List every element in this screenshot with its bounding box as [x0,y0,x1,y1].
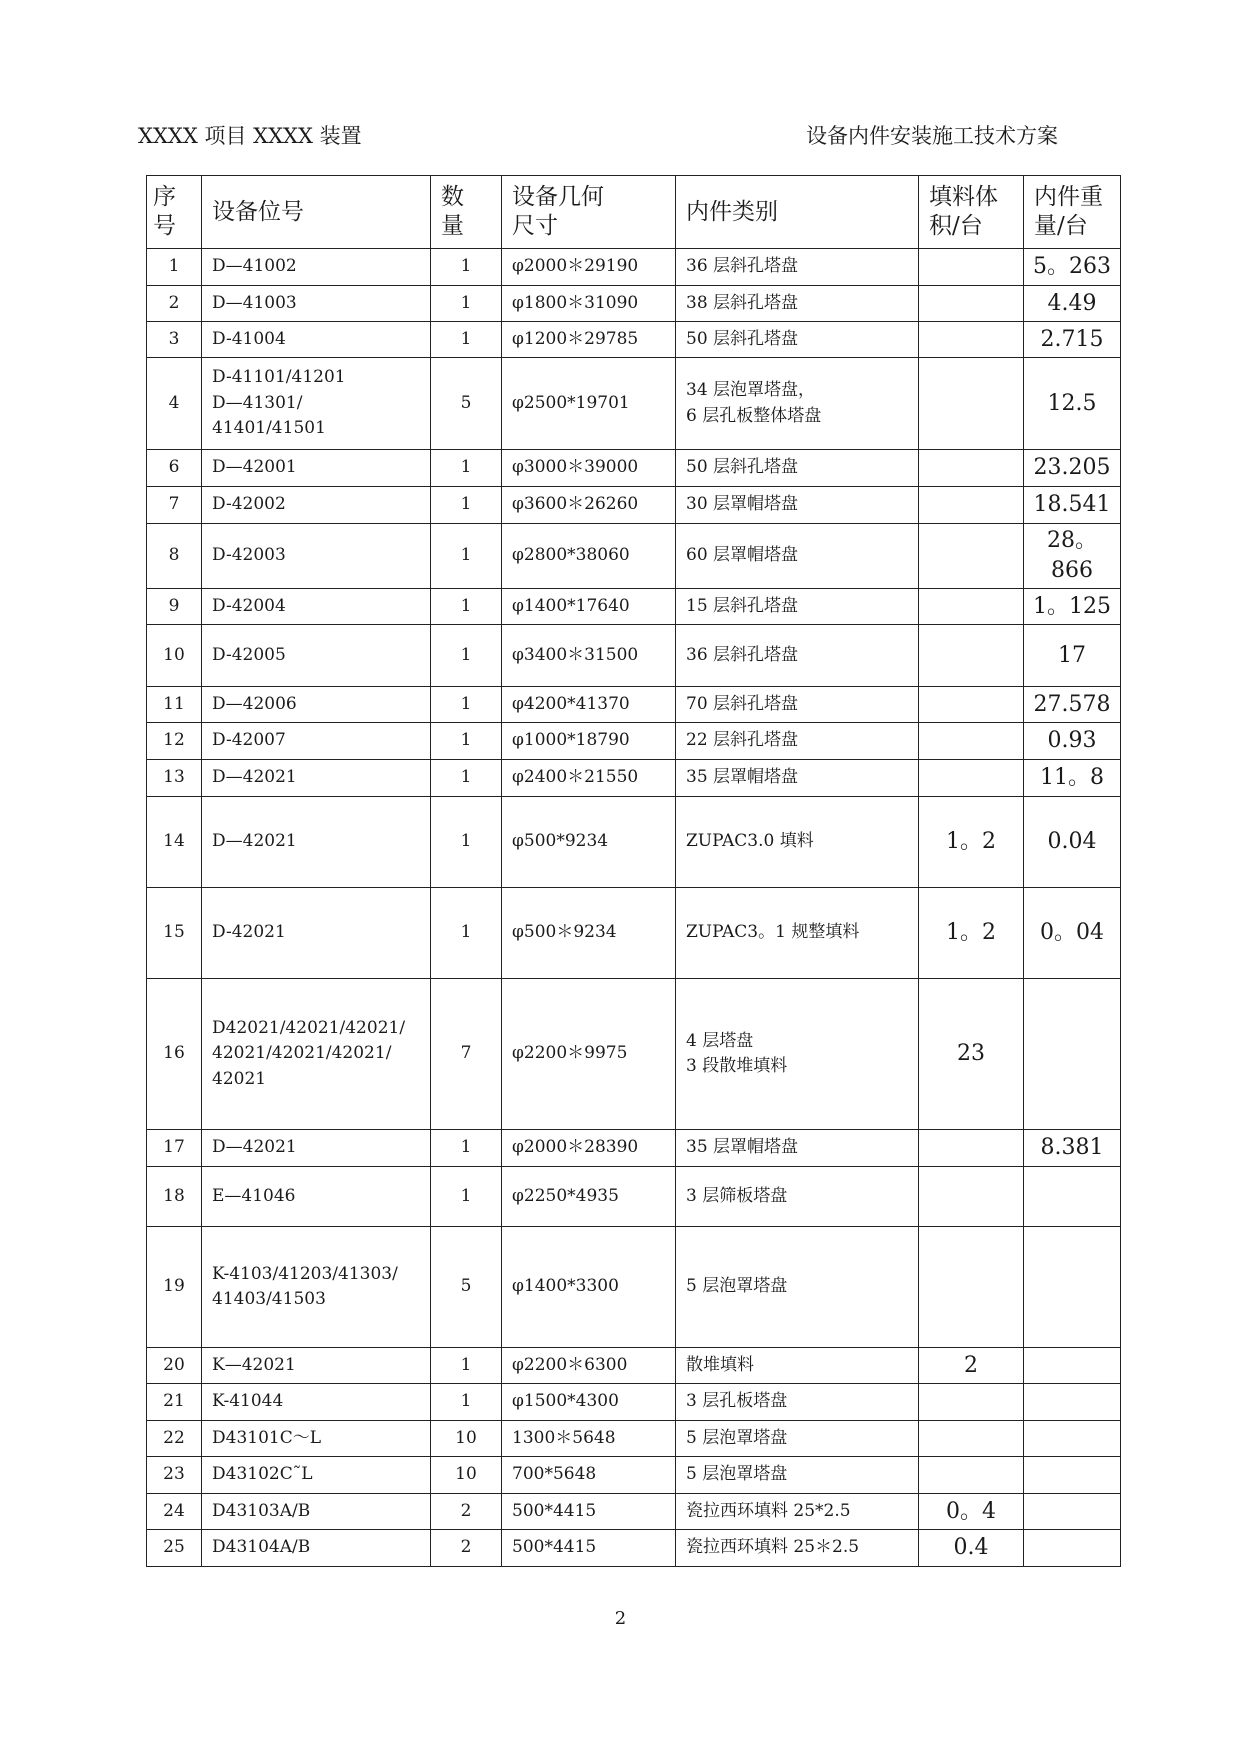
cell-fill-volume [919,1167,1024,1227]
cell-dims: φ1200＊29785 [502,322,676,358]
cell-fill-volume [919,249,1024,286]
cell-weight: 8.381 [1024,1130,1121,1167]
table-row [147,1494,1121,1530]
table-header-row [147,176,1121,249]
cell-qty: 1 [431,687,502,723]
header-document-title: 设备内件安装施工技术方案 [806,124,1058,148]
cell-internals: 50 层斜孔塔盘 [676,450,919,487]
cell-fill-volume [919,723,1024,760]
column-header-dims: 设备几何 尺寸 [502,176,676,249]
cell-internals: 瓷拉西环填料 25*2.5 [676,1494,919,1530]
table-row [147,1384,1121,1421]
cell-seq: 25 [147,1530,202,1567]
cell-seq: 21 [147,1384,202,1421]
table-row [147,979,1121,1130]
cell-weight [1024,1421,1121,1457]
cell-internals: 30 层罩帽塔盘 [676,487,919,524]
table-row [147,760,1121,797]
cell-tag: D43102C˜L [202,1457,431,1494]
cell-fill-volume [919,450,1024,487]
cell-fill-volume: 0.4 [919,1530,1024,1567]
cell-tag: D—42021 [202,760,431,797]
table-row [147,797,1121,888]
cell-dims: 1300＊5648 [502,1421,676,1457]
table-row [147,358,1121,450]
cell-qty: 1 [431,589,502,625]
cell-tag: D-42021 [202,888,431,979]
cell-internals: 35 层罩帽塔盘 [676,1130,919,1167]
table-row [147,286,1121,322]
cell-weight: 28。 866 [1024,524,1121,589]
column-header-qty: 数 量 [431,176,502,249]
cell-weight: 5。263 [1024,249,1121,286]
cell-weight [1024,979,1121,1130]
cell-weight: 0.93 [1024,723,1121,760]
cell-dims: 500*4415 [502,1530,676,1567]
cell-dims: φ1400*3300 [502,1227,676,1348]
cell-seq: 12 [147,723,202,760]
cell-qty: 1 [431,1384,502,1421]
column-header-tag: 设备位号 [202,176,431,249]
cell-seq: 14 [147,797,202,888]
cell-fill-volume [919,687,1024,723]
cell-internals: 60 层罩帽塔盘 [676,524,919,589]
cell-tag: D—42021 [202,1130,431,1167]
cell-qty: 1 [431,487,502,524]
cell-dims: φ1000*18790 [502,723,676,760]
cell-seq: 8 [147,524,202,589]
column-header-internals: 内件类别 [676,176,919,249]
column-header-weight: 内件重 量/台 [1024,176,1121,249]
table-row [147,1130,1121,1167]
cell-weight: 18.541 [1024,487,1121,524]
cell-weight: 0。04 [1024,888,1121,979]
cell-seq: 11 [147,687,202,723]
table-row [147,625,1121,687]
cell-weight [1024,1494,1121,1530]
cell-tag: D—42006 [202,687,431,723]
cell-dims: φ500＊9234 [502,888,676,979]
table-row [147,888,1121,979]
cell-weight [1024,1457,1121,1494]
cell-seq: 3 [147,322,202,358]
cell-internals: 4 层塔盘 3 段散堆填料 [676,979,919,1130]
cell-internals: ZUPAC3.0 填料 [676,797,919,888]
cell-seq: 15 [147,888,202,979]
cell-qty: 5 [431,358,502,450]
cell-dims: φ2200＊9975 [502,979,676,1130]
cell-internals: 5 层泡罩塔盘 [676,1457,919,1494]
cell-internals: 36 层斜孔塔盘 [676,625,919,687]
cell-fill-volume [919,524,1024,589]
cell-tag: D-41101/41201 D—41301/ 41401/41501 [202,358,431,450]
cell-qty: 1 [431,760,502,797]
cell-tag: D43104A/B [202,1530,431,1567]
cell-dims: φ2000＊29190 [502,249,676,286]
cell-fill-volume: 0。4 [919,1494,1024,1530]
cell-qty: 1 [431,322,502,358]
cell-seq: 10 [147,625,202,687]
cell-internals: 38 层斜孔塔盘 [676,286,919,322]
cell-fill-volume [919,1384,1024,1421]
cell-internals: ZUPAC3。1 规整填料 [676,888,919,979]
cell-dims: 700*5648 [502,1457,676,1494]
cell-qty: 1 [431,450,502,487]
cell-tag: D-42005 [202,625,431,687]
table-body [147,249,1121,1567]
cell-qty: 1 [431,888,502,979]
page-number: 2 [614,1608,627,1629]
cell-tag: D-42004 [202,589,431,625]
cell-weight [1024,1530,1121,1567]
cell-weight [1024,1384,1121,1421]
cell-seq: 24 [147,1494,202,1530]
table-row [147,1227,1121,1348]
cell-fill-volume [919,589,1024,625]
cell-fill-volume [919,1227,1024,1348]
table-row [147,687,1121,723]
cell-seq: 22 [147,1421,202,1457]
cell-qty: 1 [431,625,502,687]
cell-fill-volume [919,358,1024,450]
cell-qty: 1 [431,797,502,888]
cell-internals: 70 层斜孔塔盘 [676,687,919,723]
cell-fill-volume [919,760,1024,797]
table-row [147,1457,1121,1494]
cell-weight: 27.578 [1024,687,1121,723]
table-row [147,589,1121,625]
cell-seq: 7 [147,487,202,524]
cell-dims: φ2200＊6300 [502,1348,676,1384]
cell-internals: 34 层泡罩塔盘， 6 层孔板整体塔盘 [676,358,919,450]
cell-seq: 17 [147,1130,202,1167]
cell-qty: 1 [431,1130,502,1167]
cell-dims: φ1400*17640 [502,589,676,625]
cell-qty: 5 [431,1227,502,1348]
cell-qty: 1 [431,249,502,286]
cell-tag: D—41003 [202,286,431,322]
cell-seq: 6 [147,450,202,487]
table-row [147,524,1121,589]
cell-qty: 2 [431,1494,502,1530]
cell-weight: 17 [1024,625,1121,687]
cell-weight: 12.5 [1024,358,1121,450]
cell-dims: φ1500*4300 [502,1384,676,1421]
cell-seq: 18 [147,1167,202,1227]
cell-internals: 散堆填料 [676,1348,919,1384]
cell-seq: 19 [147,1227,202,1348]
cell-fill-volume [919,286,1024,322]
table-row [147,1421,1121,1457]
cell-fill-volume [919,1421,1024,1457]
cell-qty: 7 [431,979,502,1130]
cell-tag: D43103A/B [202,1494,431,1530]
table-row [147,249,1121,286]
cell-internals: 22 层斜孔塔盘 [676,723,919,760]
cell-dims: φ3000＊39000 [502,450,676,487]
cell-tag: D42021/42021/42021/ 42021/42021/42021/ 42021 [202,979,431,1130]
cell-weight [1024,1227,1121,1348]
cell-fill-volume [919,625,1024,687]
cell-tag: D—41002 [202,249,431,286]
cell-internals: 50 层斜孔塔盘 [676,322,919,358]
cell-qty: 1 [431,524,502,589]
cell-tag: E—41046 [202,1167,431,1227]
cell-fill-volume: 23 [919,979,1024,1130]
cell-seq: 1 [147,249,202,286]
cell-tag: D—42021 [202,797,431,888]
table-row [147,450,1121,487]
cell-dims: φ2800*38060 [502,524,676,589]
column-header-seq: 序 号 [147,176,202,249]
cell-dims: φ3400＊31500 [502,625,676,687]
column-header-fill-volume: 填料体 积/台 [919,176,1024,249]
cell-dims: φ2000＊28390 [502,1130,676,1167]
cell-seq: 23 [147,1457,202,1494]
cell-fill-volume [919,1130,1024,1167]
cell-fill-volume [919,1457,1024,1494]
table-row [147,487,1121,524]
table-row [147,1167,1121,1227]
cell-seq: 4 [147,358,202,450]
cell-internals: 瓷拉西环填料 25＊2.5 [676,1530,919,1567]
cell-tag: K-4103/41203/41303/ 41403/41503 [202,1227,431,1348]
cell-qty: 1 [431,723,502,760]
cell-tag: D-42002 [202,487,431,524]
cell-seq: 13 [147,760,202,797]
table-row [147,1348,1121,1384]
table-row [147,723,1121,760]
cell-internals: 3 层筛板塔盘 [676,1167,919,1227]
cell-seq: 16 [147,979,202,1130]
cell-fill-volume: 2 [919,1348,1024,1384]
cell-tag: K-41044 [202,1384,431,1421]
cell-internals: 5 层泡罩塔盘 [676,1227,919,1348]
cell-dims: φ2500*19701 [502,358,676,450]
cell-qty: 10 [431,1457,502,1494]
cell-tag: K—42021 [202,1348,431,1384]
cell-internals: 36 层斜孔塔盘 [676,249,919,286]
cell-qty: 1 [431,1167,502,1227]
cell-weight: 23.205 [1024,450,1121,487]
cell-seq: 9 [147,589,202,625]
cell-tag: D-41004 [202,322,431,358]
cell-tag: D43101C～L [202,1421,431,1457]
cell-weight: 1。125 [1024,589,1121,625]
cell-fill-volume [919,487,1024,524]
cell-tag: D-42003 [202,524,431,589]
cell-seq: 2 [147,286,202,322]
cell-weight: 4.49 [1024,286,1121,322]
cell-weight: 2.715 [1024,322,1121,358]
cell-qty: 1 [431,286,502,322]
table-row [147,1530,1121,1567]
cell-weight [1024,1348,1121,1384]
cell-qty: 2 [431,1530,502,1567]
cell-tag: D-42007 [202,723,431,760]
cell-qty: 1 [431,1348,502,1384]
cell-qty: 10 [431,1421,502,1457]
cell-internals: 5 层泡罩塔盘 [676,1421,919,1457]
cell-dims: φ2250*4935 [502,1167,676,1227]
cell-internals: 35 层罩帽塔盘 [676,760,919,797]
cell-dims: φ2400＊21550 [502,760,676,797]
header-project-title: XXXX 项目 XXXX 装置 [138,124,362,148]
cell-weight: 11。8 [1024,760,1121,797]
cell-dims: φ500*9234 [502,797,676,888]
cell-tag: D—42001 [202,450,431,487]
cell-fill-volume [919,322,1024,358]
cell-weight: 0.04 [1024,797,1121,888]
cell-dims: φ1800＊31090 [502,286,676,322]
cell-internals: 3 层孔板塔盘 [676,1384,919,1421]
table-row [147,322,1121,358]
cell-weight [1024,1167,1121,1227]
cell-dims: φ4200*41370 [502,687,676,723]
cell-fill-volume: 1。2 [919,797,1024,888]
cell-internals: 15 层斜孔塔盘 [676,589,919,625]
cell-dims: 500*4415 [502,1494,676,1530]
cell-fill-volume: 1。2 [919,888,1024,979]
cell-dims: φ3600＊26260 [502,487,676,524]
equipment-internals-table [146,175,1121,1567]
cell-seq: 20 [147,1348,202,1384]
